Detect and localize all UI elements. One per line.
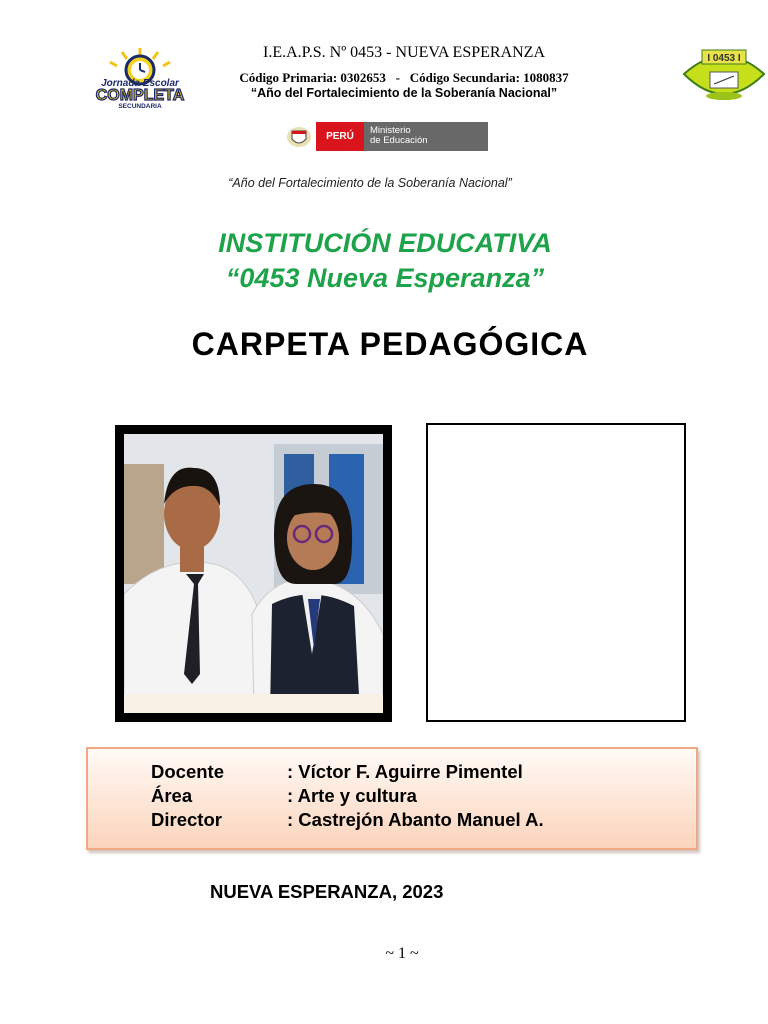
info-label: Docente	[151, 761, 224, 782]
ministerio-educacion-logo	[282, 122, 488, 151]
svg-text:I 0453 I: I 0453 I	[707, 53, 741, 64]
peru-coat-of-arms-icon	[282, 122, 316, 151]
info-value: : Víctor F. Aguirre Pimentel	[287, 761, 523, 782]
info-value: : Arte y cultura	[287, 785, 417, 806]
place-year: NUEVA ESPERANZA, 2023	[210, 881, 444, 902]
empty-photo-frame	[426, 423, 686, 722]
school-name-header: I.E.A.P.S. Nº 0453 - NUEVA ESPERANZA	[262, 44, 546, 61]
info-row-docente	[151, 761, 523, 783]
info-value: : Castrejón Abanto Manuel A.	[287, 809, 544, 830]
jornada-escolar-completa-logo	[72, 46, 208, 110]
info-row-director	[151, 809, 544, 831]
year-motto-italic: “Año del Fortalecimiento de la Soberanía Nacional”	[228, 176, 512, 190]
svg-text:SECUNDARIA: SECUNDARIA	[118, 103, 162, 110]
info-label: Área	[151, 785, 193, 806]
institution-title: INSTITUCIÓN EDUCATIVA	[218, 228, 552, 258]
svg-text:COMPLETA: COMPLETA	[95, 87, 185, 104]
school-crest-logo	[680, 44, 768, 110]
svg-text:Jornada Escolar: Jornada Escolar	[101, 78, 179, 89]
year-motto: “Año del Fortalecimiento de la Soberanía Nacional”	[250, 86, 558, 100]
page-number: ~ 1 ~	[385, 945, 419, 962]
students-photo	[115, 425, 392, 722]
info-row-area	[151, 785, 417, 807]
document-title: CARPETA PEDAGÓGICA	[191, 326, 589, 362]
institution-name: “0453 Nueva Esperanza”	[225, 263, 545, 293]
ministry-label: Ministerio de Educación	[364, 122, 488, 151]
peru-label: PERÚ	[316, 122, 364, 151]
info-box	[86, 747, 698, 850]
school-codes: Código Primaria: 0302653 - Código Secundaria: 1080837	[239, 70, 569, 85]
info-label: Director	[151, 809, 222, 830]
